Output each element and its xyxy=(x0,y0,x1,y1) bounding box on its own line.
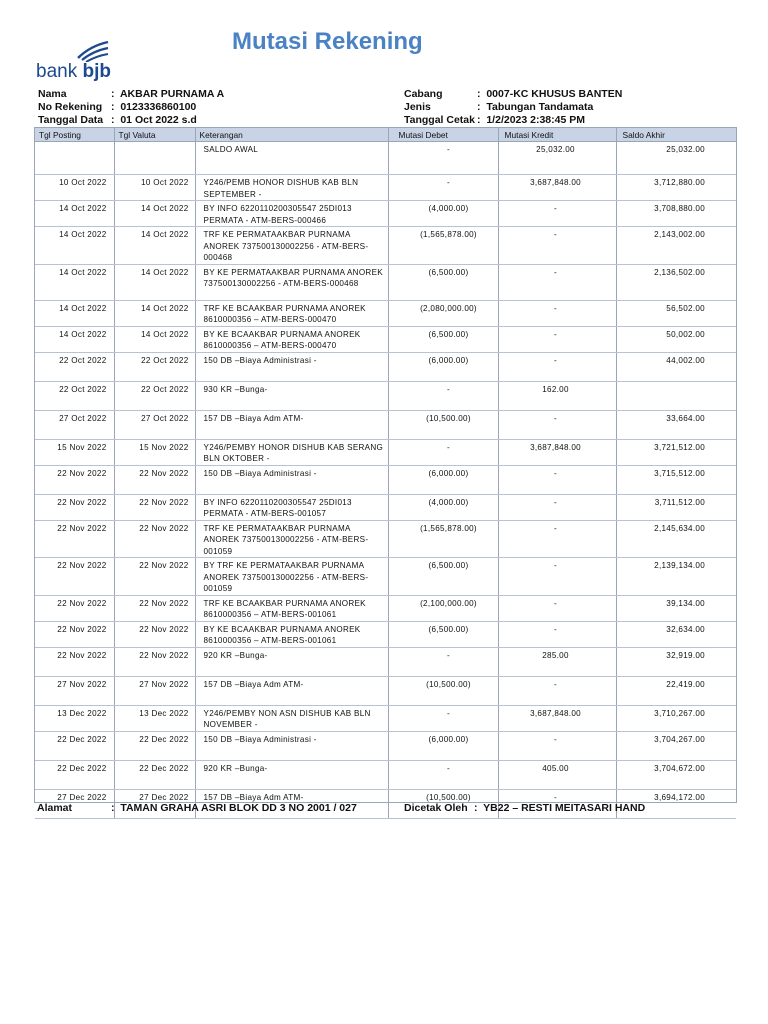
tanggal-data-label: Tanggal Data xyxy=(38,114,104,126)
cell-mutasi-debet: (4,000.00) xyxy=(388,494,498,520)
cell-tgl-posting: 22 Dec 2022 xyxy=(35,731,114,760)
cell-saldo-akhir: 3,708,880.00 xyxy=(616,201,736,227)
cell-mutasi-debet: (1,565,878.00) xyxy=(388,227,498,265)
cabang-row: : 0007-KC KHUSUS BANTEN xyxy=(477,88,623,100)
cell-tgl-valuta: 22 Nov 2022 xyxy=(114,621,195,647)
table-row xyxy=(35,760,736,789)
cell-mutasi-debet: - xyxy=(388,760,498,789)
cell-tgl-posting: 22 Nov 2022 xyxy=(35,647,114,676)
col-saldo-akhir: Saldo Akhir xyxy=(616,128,736,142)
cell-mutasi-kredit: - xyxy=(498,300,616,326)
cell-keterangan: Y246/PEMBY NON ASN DISHUB KAB BLN NOVEMBER - xyxy=(195,705,388,731)
cell-saldo-akhir: 3,704,267.00 xyxy=(616,731,736,760)
table-row xyxy=(35,465,736,494)
cell-mutasi-kredit: 3,687,848.00 xyxy=(498,705,616,731)
table-row xyxy=(35,558,736,596)
cell-mutasi-debet: (6,500.00) xyxy=(388,621,498,647)
cell-tgl-valuta: 22 Oct 2022 xyxy=(114,381,195,410)
cell-mutasi-kredit: 162.00 xyxy=(498,381,616,410)
cell-tgl-posting: 27 Nov 2022 xyxy=(35,676,114,705)
dicetak-value-row: : YB22 – RESTI MEITASARI HAND xyxy=(474,802,646,814)
table-row xyxy=(35,731,736,760)
cell-keterangan: 157 DB –Biaya Adm ATM- xyxy=(195,410,388,439)
cell-saldo-akhir: 33,664.00 xyxy=(616,410,736,439)
account-info-left xyxy=(38,87,368,127)
cell-mutasi-kredit: - xyxy=(498,352,616,381)
table-row xyxy=(35,381,736,410)
cell-keterangan: 920 KR –Bunga- xyxy=(195,760,388,789)
table-row xyxy=(35,326,736,352)
cell-keterangan: 150 DB –Biaya Administrasi - xyxy=(195,731,388,760)
nama-row: : AKBAR PURNAMA A xyxy=(111,88,225,100)
cell-tgl-valuta: 14 Oct 2022 xyxy=(114,201,195,227)
cell-keterangan: 920 KR –Bunga- xyxy=(195,647,388,676)
cell-mutasi-debet: (6,000.00) xyxy=(388,352,498,381)
cell-mutasi-debet: (4,000.00) xyxy=(388,201,498,227)
cell-tgl-valuta: 14 Oct 2022 xyxy=(114,300,195,326)
cell-saldo-akhir: 25,032.00 xyxy=(616,142,736,175)
cell-tgl-valuta: 22 Nov 2022 xyxy=(114,520,195,558)
cell-saldo-akhir: 3,694,172.00 xyxy=(616,789,736,818)
col-tgl-posting: Tgl Posting xyxy=(35,128,114,142)
cell-keterangan: Y246/PEMB HONOR DISHUB KAB BLN SEPTEMBER - xyxy=(195,175,388,201)
table-row xyxy=(35,201,736,227)
table-row xyxy=(35,439,736,465)
cell-tgl-posting: 22 Nov 2022 xyxy=(35,595,114,621)
table-body xyxy=(35,142,736,819)
rekening-row: : 0123336860100 xyxy=(111,101,197,113)
cell-saldo-akhir: 2,143,002.00 xyxy=(616,227,736,265)
alamat-label: Alamat xyxy=(37,802,73,814)
cell-mutasi-debet: - xyxy=(388,175,498,201)
cell-tgl-posting: 22 Nov 2022 xyxy=(35,520,114,558)
cell-mutasi-kredit: - xyxy=(498,558,616,596)
table-row xyxy=(35,352,736,381)
cell-tgl-valuta: 10 Oct 2022 xyxy=(114,175,195,201)
cell-tgl-valuta: 22 Nov 2022 xyxy=(114,465,195,494)
table-row xyxy=(35,705,736,731)
cell-keterangan: 150 DB –Biaya Administrasi - xyxy=(195,352,388,381)
cell-mutasi-kredit: 285.00 xyxy=(498,647,616,676)
col-mutasi-debet: Mutasi Debet xyxy=(388,128,498,142)
cell-keterangan: TRF KE PERMATAAKBAR PURNAMA ANOREK 737500130002256 - ATM-BERS-000468 xyxy=(195,227,388,265)
cell-keterangan: BY KE BCAAKBAR PURNAMA ANOREK 8610000356 – ATM-BERS-000470 xyxy=(195,326,388,352)
cell-tgl-valuta: 22 Nov 2022 xyxy=(114,647,195,676)
cell-tgl-posting: 27 Oct 2022 xyxy=(35,410,114,439)
cell-mutasi-debet: (6,500.00) xyxy=(388,326,498,352)
cell-keterangan: Y246/PEMBY HONOR DISHUB KAB SERANG BLN OKTOBER - xyxy=(195,439,388,465)
table-row xyxy=(35,264,736,300)
table-row xyxy=(35,300,736,326)
cell-mutasi-kredit: - xyxy=(498,789,616,818)
cell-mutasi-debet: - xyxy=(388,142,498,175)
cell-tgl-posting: 14 Oct 2022 xyxy=(35,227,114,265)
cell-tgl-posting: 10 Oct 2022 xyxy=(35,175,114,201)
cell-tgl-valuta: 27 Dec 2022 xyxy=(114,789,195,818)
table-row xyxy=(35,494,736,520)
page-title: Mutasi Rekening xyxy=(232,28,423,55)
cell-tgl-posting: 22 Nov 2022 xyxy=(35,621,114,647)
cell-mutasi-kredit: 3,687,848.00 xyxy=(498,175,616,201)
cell-tgl-valuta: 22 Oct 2022 xyxy=(114,352,195,381)
cell-saldo-akhir: 32,634.00 xyxy=(616,621,736,647)
jenis-row: : Tabungan Tandamata xyxy=(477,101,594,113)
jenis-value: Tabungan Tandamata xyxy=(486,101,594,113)
nama-value: AKBAR PURNAMA A xyxy=(119,88,225,100)
cell-mutasi-debet: - xyxy=(388,705,498,731)
cell-mutasi-debet: (10,500.00) xyxy=(388,676,498,705)
cell-tgl-valuta: 27 Nov 2022 xyxy=(114,676,195,705)
table-row xyxy=(35,676,736,705)
cell-saldo-akhir: 3,710,267.00 xyxy=(616,705,736,731)
cell-tgl-posting: 22 Nov 2022 xyxy=(35,558,114,596)
cell-keterangan: TRF KE BCAAKBAR PURNAMA ANOREK 8610000356 – ATM-BERS-000470 xyxy=(195,300,388,326)
tanggal-cetak-label: Tanggal Cetak xyxy=(404,114,475,126)
cell-mutasi-debet: (10,500.00) xyxy=(388,410,498,439)
cell-mutasi-debet: (6,500.00) xyxy=(388,558,498,596)
tanggal-cetak-row: : 1/2/2023 2:38:45 PM xyxy=(477,114,585,126)
cell-mutasi-kredit: 405.00 xyxy=(498,760,616,789)
cell-tgl-posting: 15 Nov 2022 xyxy=(35,439,114,465)
col-mutasi-kredit: Mutasi Kredit xyxy=(498,128,616,142)
cell-keterangan: TRF KE PERMATAAKBAR PURNAMA ANOREK 737500130002256 - ATM-BERS-001059 xyxy=(195,520,388,558)
cabang-value: 0007-KC KHUSUS BANTEN xyxy=(486,88,623,100)
cell-mutasi-kredit: - xyxy=(498,520,616,558)
cell-tgl-valuta: 27 Oct 2022 xyxy=(114,410,195,439)
cell-mutasi-kredit: - xyxy=(498,326,616,352)
cell-keterangan: 157 DB –Biaya Adm ATM- xyxy=(195,789,388,818)
cell-keterangan: SALDO AWAL xyxy=(195,142,388,175)
cell-mutasi-kredit: - xyxy=(498,621,616,647)
cell-tgl-valuta: 22 Dec 2022 xyxy=(114,731,195,760)
bjb-swoosh-icon xyxy=(60,38,110,62)
cell-keterangan: 157 DB –Biaya Adm ATM- xyxy=(195,676,388,705)
cell-tgl-posting: 22 Nov 2022 xyxy=(35,494,114,520)
cell-saldo-akhir: 32,919.00 xyxy=(616,647,736,676)
tanggal-data-row: : 01 Oct 2022 s.d xyxy=(111,114,197,126)
cell-tgl-posting: 22 Oct 2022 xyxy=(35,352,114,381)
cell-tgl-valuta xyxy=(114,142,195,175)
cell-tgl-valuta: 14 Oct 2022 xyxy=(114,326,195,352)
cell-saldo-akhir: 39,134.00 xyxy=(616,595,736,621)
cell-mutasi-kredit: - xyxy=(498,410,616,439)
cell-keterangan: BY TRF KE PERMATAAKBAR PURNAMA ANOREK 737500130002256 - ATM-BERS-001059 xyxy=(195,558,388,596)
table-row xyxy=(35,647,736,676)
cell-saldo-akhir: 3,704,672.00 xyxy=(616,760,736,789)
cell-mutasi-kredit: - xyxy=(498,227,616,265)
rekening-value: 0123336860100 xyxy=(120,101,197,113)
cell-saldo-akhir: 3,712,880.00 xyxy=(616,175,736,201)
cell-tgl-valuta: 22 Nov 2022 xyxy=(114,494,195,520)
cell-mutasi-kredit: - xyxy=(498,494,616,520)
cell-mutasi-debet: (6,000.00) xyxy=(388,731,498,760)
table-row xyxy=(35,175,736,201)
cell-tgl-posting: 22 Oct 2022 xyxy=(35,381,114,410)
cell-mutasi-debet: (2,100,000.00) xyxy=(388,595,498,621)
cell-saldo-akhir: 50,002.00 xyxy=(616,326,736,352)
cell-keterangan: BY INFO 6220110200305547 25DI013 PERMATA - ATM-BERS-001057 xyxy=(195,494,388,520)
cell-saldo-akhir: 56,502.00 xyxy=(616,300,736,326)
cell-saldo-akhir: 2,145,634.00 xyxy=(616,520,736,558)
jenis-label: Jenis xyxy=(404,101,431,113)
cell-keterangan: TRF KE BCAAKBAR PURNAMA ANOREK 8610000356 – ATM-BERS-001061 xyxy=(195,595,388,621)
cell-mutasi-debet: - xyxy=(388,381,498,410)
cell-tgl-valuta: 22 Dec 2022 xyxy=(114,760,195,789)
table-row xyxy=(35,142,736,175)
cell-tgl-posting: 14 Oct 2022 xyxy=(35,300,114,326)
table-row xyxy=(35,621,736,647)
cell-mutasi-debet: - xyxy=(388,647,498,676)
cell-mutasi-kredit: 25,032.00 xyxy=(498,142,616,175)
cell-tgl-posting xyxy=(35,142,114,175)
table-row xyxy=(35,520,736,558)
table-row xyxy=(35,595,736,621)
rekening-label: No Rekening xyxy=(38,101,103,113)
cell-tgl-posting: 13 Dec 2022 xyxy=(35,705,114,731)
cell-keterangan: BY INFO 6220110200305547 25DI013 PERMATA - ATM-BERS-000466 xyxy=(195,201,388,227)
cell-saldo-akhir: 3,711,512.00 xyxy=(616,494,736,520)
cell-saldo-akhir: 3,715,512.00 xyxy=(616,465,736,494)
cell-mutasi-debet: (6,000.00) xyxy=(388,465,498,494)
col-keterangan: Keterangan xyxy=(195,128,388,142)
cell-keterangan: BY KE BCAAKBAR PURNAMA ANOREK 8610000356 – ATM-BERS-001061 xyxy=(195,621,388,647)
tanggal-cetak-value: 1/2/2023 2:38:45 PM xyxy=(486,114,585,126)
cell-mutasi-kredit: - xyxy=(498,264,616,300)
cell-mutasi-kredit: - xyxy=(498,676,616,705)
cell-mutasi-debet: (10,500.00) xyxy=(388,789,498,818)
cell-mutasi-debet: (1,565,878.00) xyxy=(388,520,498,558)
cell-tgl-posting: 14 Oct 2022 xyxy=(35,326,114,352)
mutasi-table-container xyxy=(34,127,737,803)
cell-saldo-akhir: 2,136,502.00 xyxy=(616,264,736,300)
cell-tgl-posting: 22 Nov 2022 xyxy=(35,465,114,494)
cell-keterangan: BY KE PERMATAAKBAR PURNAMA ANOREK 737500130002256 - ATM-BERS-000468 xyxy=(195,264,388,300)
alamat-value-row: : TAMAN GRAHA ASRI BLOK DD 3 NO 2001 / 027 xyxy=(111,802,357,814)
cell-tgl-posting: 27 Dec 2022 xyxy=(35,789,114,818)
cell-tgl-valuta: 22 Nov 2022 xyxy=(114,595,195,621)
table-row xyxy=(35,410,736,439)
cabang-label: Cabang xyxy=(404,88,443,100)
cell-saldo-akhir: 2,139,134.00 xyxy=(616,558,736,596)
cell-mutasi-kredit: 3,687,848.00 xyxy=(498,439,616,465)
table-row xyxy=(35,227,736,265)
cell-tgl-valuta: 22 Nov 2022 xyxy=(114,558,195,596)
col-tgl-valuta: Tgl Valuta xyxy=(114,128,195,142)
cell-saldo-akhir: 44,002.00 xyxy=(616,352,736,381)
cell-tgl-posting: 14 Oct 2022 xyxy=(35,264,114,300)
bank-logo xyxy=(36,38,136,82)
dicetak-row xyxy=(404,802,646,814)
cell-tgl-posting: 14 Oct 2022 xyxy=(35,201,114,227)
cell-mutasi-debet: (6,500.00) xyxy=(388,264,498,300)
account-info-right xyxy=(404,87,734,127)
dicetak-value: YB22 – RESTI MEITASARI HAND xyxy=(483,802,646,814)
bank-name: bank bjb xyxy=(36,61,111,82)
cell-mutasi-debet: - xyxy=(388,439,498,465)
cell-keterangan: 150 DB –Biaya Administrasi - xyxy=(195,465,388,494)
mutasi-table xyxy=(35,128,736,819)
cell-mutasi-kredit: - xyxy=(498,201,616,227)
cell-keterangan: 930 KR –Bunga- xyxy=(195,381,388,410)
cell-mutasi-debet: (2,080,000.00) xyxy=(388,300,498,326)
cell-tgl-valuta: 14 Oct 2022 xyxy=(114,227,195,265)
cell-saldo-akhir: 22,419.00 xyxy=(616,676,736,705)
table-header-row xyxy=(35,128,736,142)
nama-label: Nama xyxy=(38,88,67,100)
cell-mutasi-kredit: - xyxy=(498,465,616,494)
alamat-value: TAMAN GRAHA ASRI BLOK DD 3 NO 2001 / 027 xyxy=(120,802,357,814)
cell-tgl-valuta: 15 Nov 2022 xyxy=(114,439,195,465)
cell-saldo-akhir: 3,721,512.00 xyxy=(616,439,736,465)
alamat-row xyxy=(37,802,357,814)
cell-saldo-akhir xyxy=(616,381,736,410)
cell-tgl-posting: 22 Dec 2022 xyxy=(35,760,114,789)
cell-mutasi-kredit: - xyxy=(498,595,616,621)
cell-tgl-valuta: 13 Dec 2022 xyxy=(114,705,195,731)
dicetak-label: Dicetak Oleh xyxy=(404,802,468,814)
cell-tgl-valuta: 14 Oct 2022 xyxy=(114,264,195,300)
cell-mutasi-kredit: - xyxy=(498,731,616,760)
tanggal-data-value: 01 Oct 2022 s.d xyxy=(120,114,197,126)
